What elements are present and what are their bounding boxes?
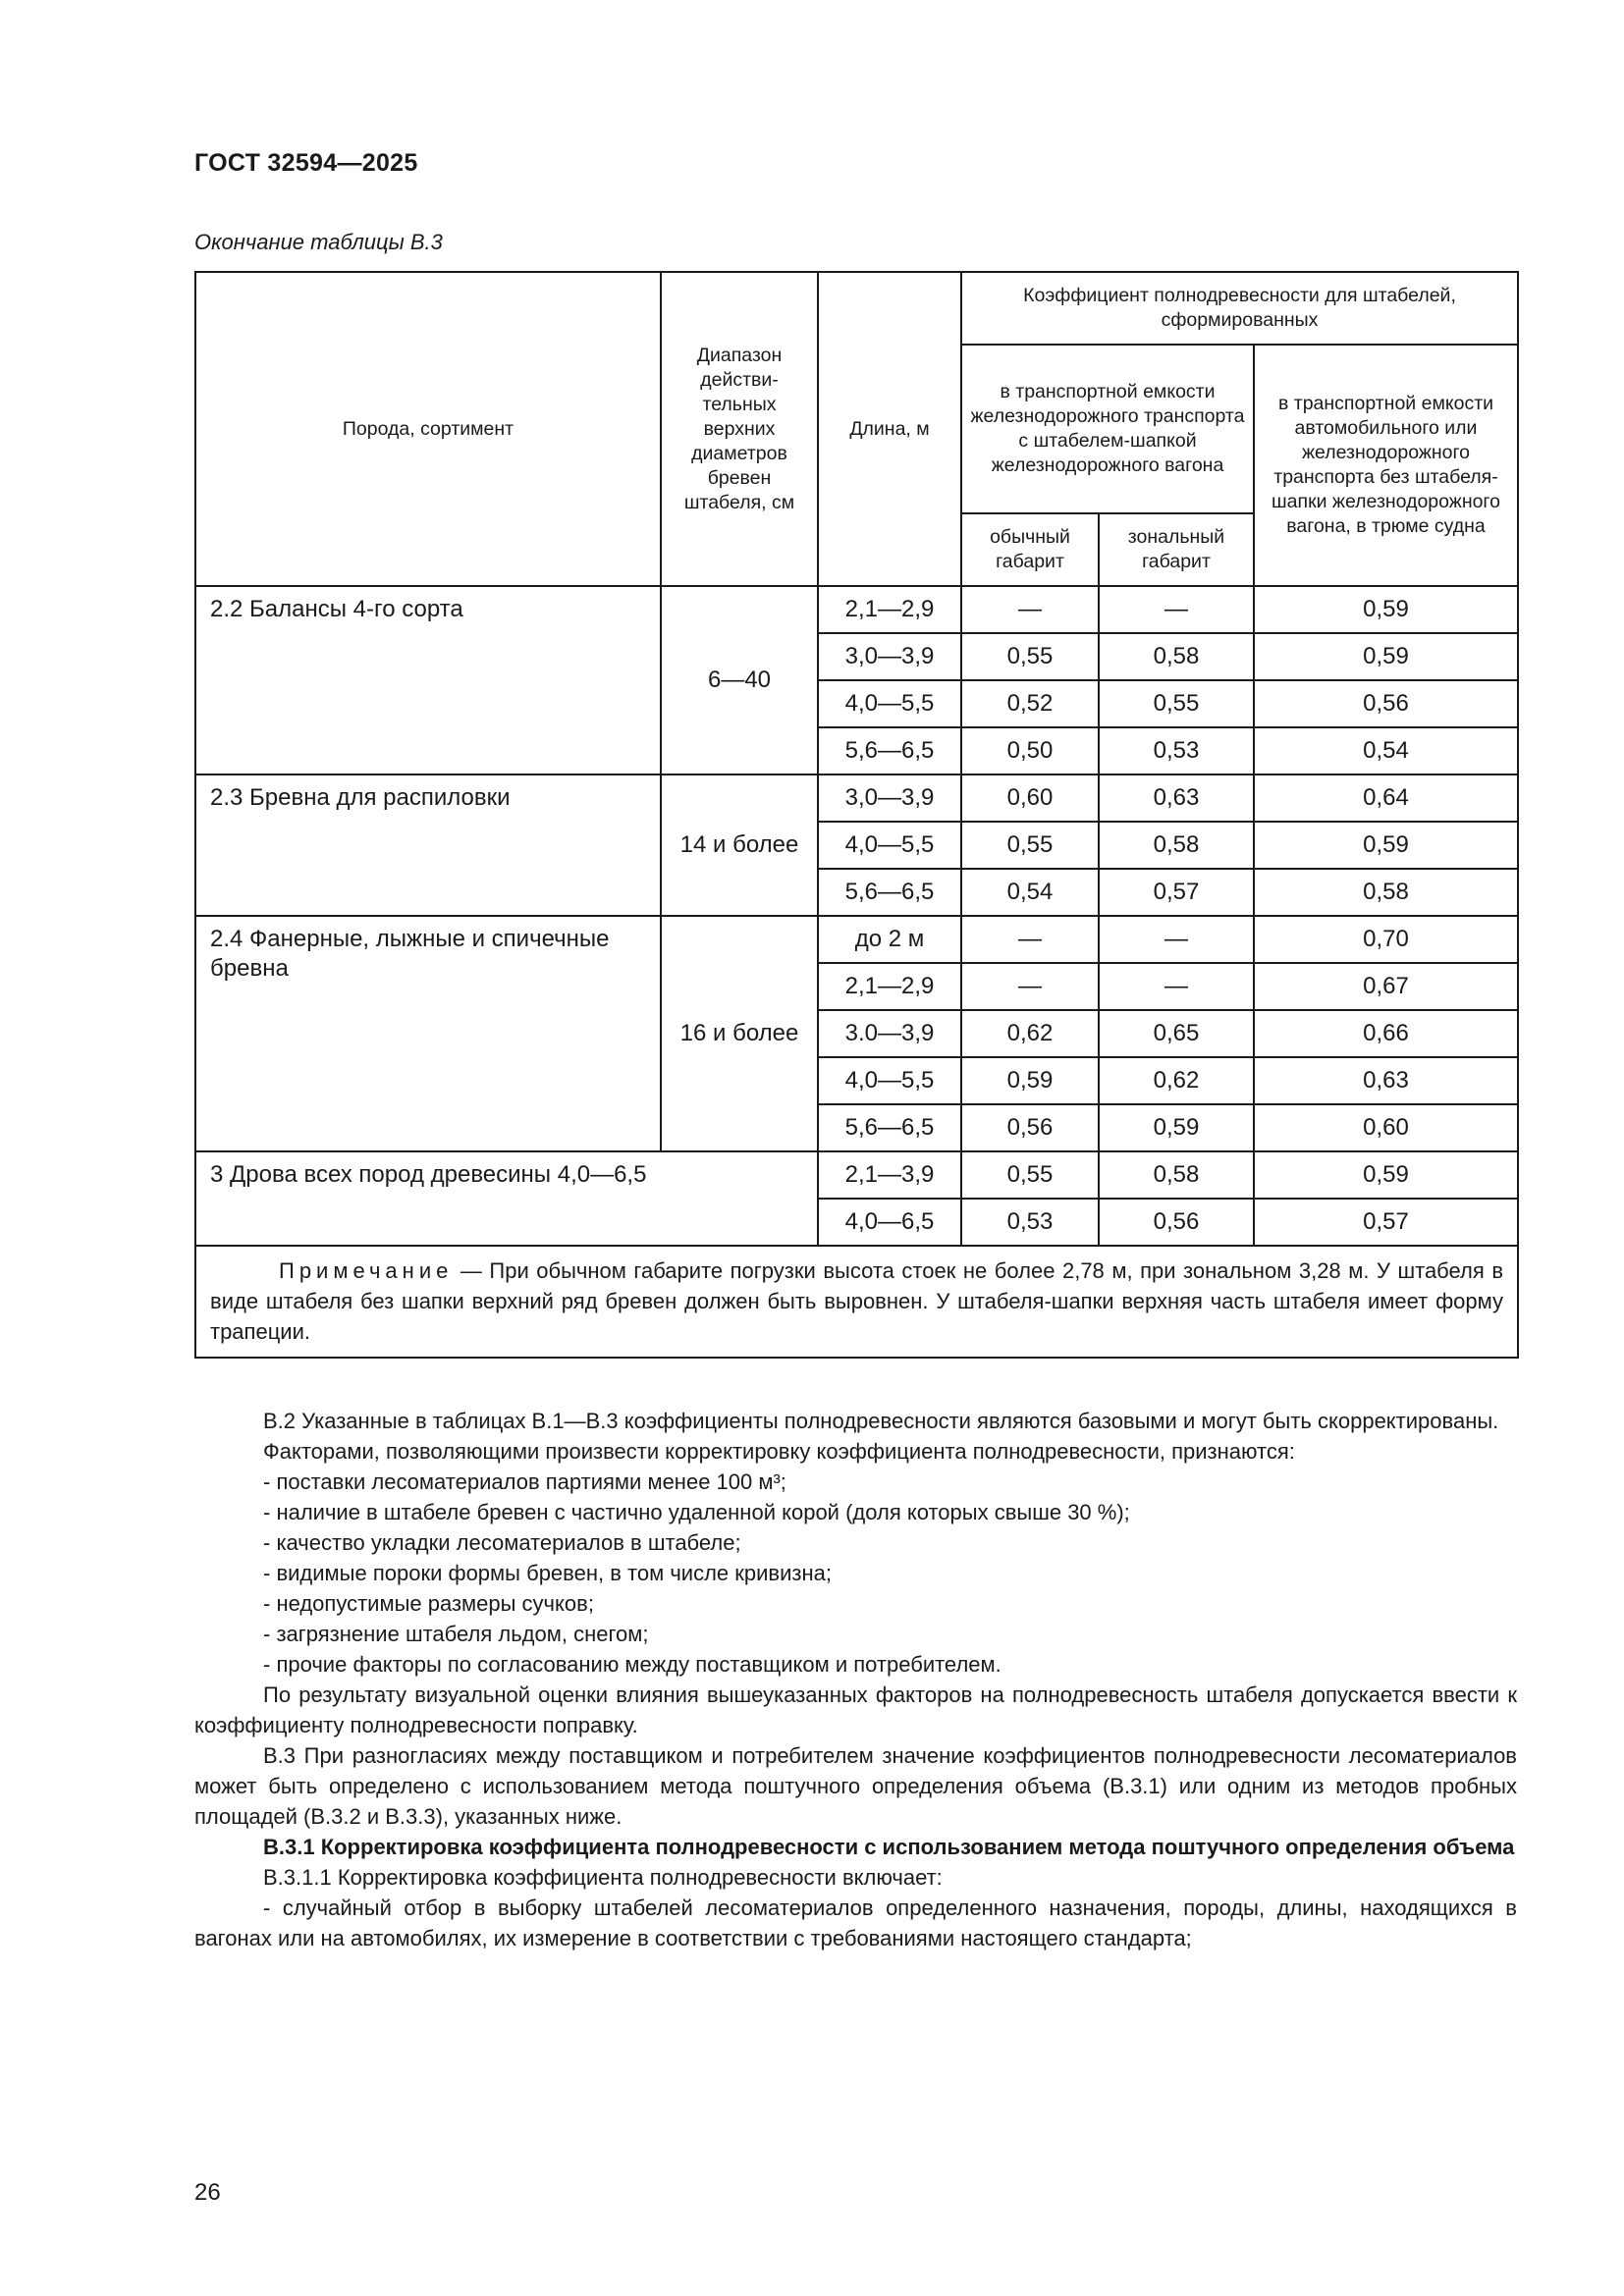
cell-normal-gauge: 0,53	[961, 1199, 1099, 1246]
cell-auto: 0,54	[1254, 727, 1518, 774]
cell-zonal-gauge: 0,65	[1099, 1010, 1254, 1057]
cell-zonal-gauge: 0,55	[1099, 680, 1254, 727]
cell-zonal-gauge: 0,58	[1099, 633, 1254, 680]
cell-zonal-gauge: 0,57	[1099, 869, 1254, 916]
row-diameter-range: 6—40	[661, 586, 818, 774]
cell-zonal-gauge: 0,56	[1099, 1199, 1254, 1246]
cell-auto: 0,66	[1254, 1010, 1518, 1057]
cell-zonal-gauge: 0,58	[1099, 822, 1254, 869]
cell-auto: 0,59	[1254, 1151, 1518, 1199]
table-caption: Окончание таблицы В.3	[194, 230, 443, 254]
cell-auto: 0,67	[1254, 963, 1518, 1010]
paragraph-selection: - случайный отбор в выборку штабелей лесоматериалов определенного назначения, породы, длины, находящихся в вагонах или на автомобилях, их измерение в соответствии с требованиями настоящего стандарта;	[194, 1896, 1517, 1950]
cell-normal-gauge: 0,54	[961, 869, 1099, 916]
cell-auto: 0,63	[1254, 1057, 1518, 1104]
cell-zonal-gauge: 0,58	[1099, 1151, 1254, 1199]
cell-length: 2,1—2,9	[818, 586, 961, 633]
cell-length: 3.0—3,9	[818, 1010, 961, 1057]
header-auto: в транспортной емкости автомобильного или железнодорожного транспорта без штабеля-шапки железнодорожного вагона, в трюме судна	[1254, 345, 1518, 586]
body-text	[194, 1406, 1517, 1953]
row-species-name: 2.2 Балансы 4-го сорта	[195, 586, 661, 774]
cell-auto: 0,64	[1254, 774, 1518, 822]
cell-normal-gauge: —	[961, 963, 1099, 1010]
cell-length: 4,0—6,5	[818, 1199, 961, 1246]
note-text: — При обычном габарите погрузки высота стоек не более 2,78 м, при зональном 3,28 м. У штабеля в виде штабеля без шапки верхний ряд бревен должен быть выровнен. У штабеля-шапки верхняя часть штабеля имеет форму трапеции.	[210, 1258, 1504, 1344]
cell-normal-gauge: —	[961, 916, 1099, 963]
list-item: - недопустимые размеры сучков;	[263, 1591, 594, 1616]
cell-length: 2,1—2,9	[818, 963, 961, 1010]
cell-auto: 0,59	[1254, 633, 1518, 680]
cell-zonal-gauge: 0,62	[1099, 1057, 1254, 1104]
cell-auto: 0,59	[1254, 586, 1518, 633]
cell-normal-gauge: —	[961, 586, 1099, 633]
header-coefficient-group: Коэффициент полнодревесности для штабелей, сформированных	[961, 272, 1518, 345]
row-species-name: 2.3 Бревна для распиловки	[195, 774, 661, 916]
table-note	[195, 1246, 1518, 1358]
paragraph-b2: В.2 Указанные в таблицах В.1—В.3 коэффициенты полнодревесности являются базовыми и могут быть скорректированы.	[263, 1409, 1499, 1433]
paragraph-factors: Факторами, позволяющими произвести корректировку коэффициента полнодревесности, признаются:	[263, 1439, 1295, 1464]
cell-auto: 0,59	[1254, 822, 1518, 869]
cell-length: 3,0—3,9	[818, 633, 961, 680]
cell-normal-gauge: 0,50	[961, 727, 1099, 774]
cell-length: 5,6—6,5	[818, 727, 961, 774]
cell-auto: 0,60	[1254, 1104, 1518, 1151]
paragraph-b311: В.3.1.1 Корректировка коэффициента полнодревесности включает:	[263, 1865, 943, 1890]
header-diameter: Диапазон действи-тельных верхних диаметров бревен штабеля, см	[661, 272, 818, 586]
list-item: - качество укладки лесоматериалов в штабеле;	[263, 1530, 741, 1555]
header-species: Порода, сортимент	[195, 272, 661, 586]
coefficient-table	[194, 271, 1519, 1359]
table-row	[195, 1151, 1518, 1199]
cell-length: 5,6—6,5	[818, 869, 961, 916]
cell-length: 3,0—3,9	[818, 774, 961, 822]
row-diameter-range: 16 и более	[661, 916, 818, 1151]
cell-length: 5,6—6,5	[818, 1104, 961, 1151]
cell-normal-gauge: 0,52	[961, 680, 1099, 727]
cell-auto: 0,70	[1254, 916, 1518, 963]
cell-auto: 0,56	[1254, 680, 1518, 727]
list-item: - прочие факторы по согласованию между поставщиком и потребителем.	[263, 1652, 1001, 1677]
paragraph-correction: По результату визуальной оценки влияния вышеуказанных факторов на полнодревесность штабеля допускается ввести к коэффициенту полнодревесности поправку.	[194, 1682, 1517, 1737]
cell-zonal-gauge: 0,59	[1099, 1104, 1254, 1151]
heading-b31: В.3.1 Корректировка коэффициента полнодревесности с использованием метода поштучного определения объема	[263, 1835, 1515, 1859]
cell-zonal-gauge: —	[1099, 916, 1254, 963]
cell-normal-gauge: 0,55	[961, 633, 1099, 680]
list-item: - видимые пороки формы бревен, в том числе кривизна;	[263, 1561, 832, 1585]
cell-length: до 2 м	[818, 916, 961, 963]
table-row	[195, 774, 1518, 822]
cell-length: 4,0—5,5	[818, 822, 961, 869]
cell-zonal-gauge: 0,53	[1099, 727, 1254, 774]
cell-normal-gauge: 0,59	[961, 1057, 1099, 1104]
cell-zonal-gauge: —	[1099, 586, 1254, 633]
cell-zonal-gauge: 0,63	[1099, 774, 1254, 822]
cell-normal-gauge: 0,55	[961, 822, 1099, 869]
row-species-name: 2.4 Фанерные, лыжные и спичечные бревна	[195, 916, 661, 1151]
cell-auto: 0,57	[1254, 1199, 1518, 1246]
note-label: Примечание	[279, 1258, 454, 1283]
page-number: 26	[194, 2179, 221, 2206]
cell-normal-gauge: 0,62	[961, 1010, 1099, 1057]
cell-length: 4,0—5,5	[818, 680, 961, 727]
list-item: - поставки лесоматериалов партиями менее 100 м³;	[263, 1469, 786, 1494]
cell-length: 4,0—5,5	[818, 1057, 961, 1104]
cell-normal-gauge: 0,55	[961, 1151, 1099, 1199]
list-item: - загрязнение штабеля льдом, снегом;	[263, 1622, 649, 1646]
row-species-name: 3 Дрова всех пород древесины 4,0—6,5	[195, 1151, 818, 1246]
table-body	[195, 586, 1518, 1246]
document-code: ГОСТ 32594—2025	[194, 149, 418, 177]
header-normal-gauge: обычный габарит	[961, 513, 1099, 586]
table-row	[195, 586, 1518, 633]
header-zonal-gauge: зональный габарит	[1099, 513, 1254, 586]
header-length: Длина, м	[818, 272, 961, 586]
list-item: - наличие в штабеле бревен с частично удаленной корой (доля которых свыше 30 %);	[263, 1500, 1130, 1524]
row-diameter-range: 14 и более	[661, 774, 818, 916]
table-row	[195, 916, 1518, 963]
cell-normal-gauge: 0,60	[961, 774, 1099, 822]
cell-auto: 0,58	[1254, 869, 1518, 916]
paragraph-b3: В.3 При разногласиях между поставщиком и потребителем значение коэффициентов полнодревесности лесоматериалов может быть определено с использованием метода поштучного определения объема (В.3.1) или одним из методов пробных площадей (В.3.2 и В.3.3), указанных ниже.	[194, 1743, 1517, 1829]
cell-length: 2,1—3,9	[818, 1151, 961, 1199]
cell-zonal-gauge: —	[1099, 963, 1254, 1010]
header-rail-group: в транспортной емкости железнодорожного транспорта с штабелем-шапкой железнодорожного вагона	[961, 345, 1254, 513]
cell-normal-gauge: 0,56	[961, 1104, 1099, 1151]
